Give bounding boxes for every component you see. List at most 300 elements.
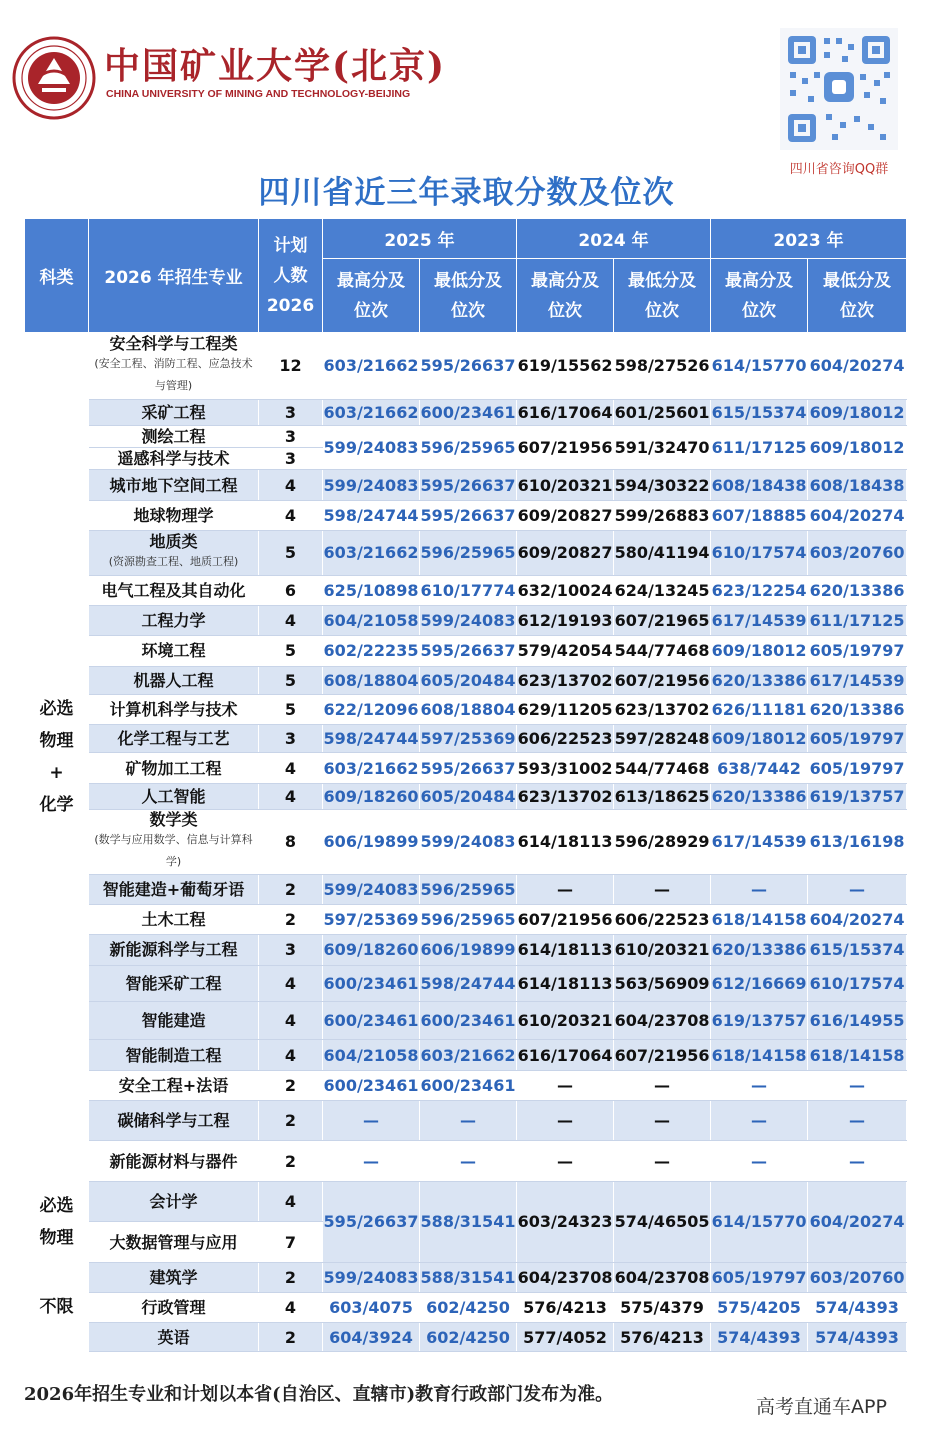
table-row [25,1181,907,1221]
score-rank-cell: 629/11205 [517,694,614,724]
major-name: 智能采矿工程 [125,973,222,993]
table-row [25,426,907,448]
major-name: 新能源材料与器件 [109,1151,238,1171]
score-rank-cell: — [614,1070,711,1100]
score-rank-cell: 609/20827 [517,500,614,530]
score-rank-cell: 599/24083 [323,426,420,470]
major-cell [89,905,259,935]
footnote: 2026年招生专业和计划以本省(自治区、直辖市)教育行政部门发布为准。 [24,1384,614,1405]
table-row [25,1141,907,1181]
score-rank-cell: 604/3924 [323,1323,420,1352]
major-name: 安全科学与工程类 [109,334,238,354]
score-rank-cell: 608/18438 [808,470,907,500]
score-rank-cell: 608/18804 [323,666,420,694]
score-rank-cell: 619/13757 [808,783,907,809]
major-cell [89,1181,259,1221]
score-rank-cell: 603/21662 [323,399,420,425]
score-rank-cell: 609/18012 [808,426,907,470]
score-rank-cell: — [323,1141,420,1181]
score-rank-cell: 609/18260 [323,935,420,965]
score-rank-cell: 617/14539 [711,810,808,875]
score-rank-cell: 599/24083 [323,470,420,500]
table-row [25,1040,907,1070]
score-rank-cell: 596/25965 [420,874,517,904]
major-cell [89,575,259,605]
major-name: 大数据管理与应用 [109,1232,238,1252]
score-rank-cell: 623/13702 [614,694,711,724]
major-cell [89,694,259,724]
table-row [25,810,907,875]
score-rank-cell: 600/23461 [420,1070,517,1100]
plan-count-cell: 3 [259,725,323,753]
score-rank-cell: 609/18012 [711,636,808,666]
qr-caption: 四川省咨询QQ群 [789,162,889,177]
score-rank-cell: — [808,1141,907,1181]
header-max-score-rank: 最高分及 位次 [323,259,420,333]
header-min-score-rank: 最低分及 位次 [614,259,711,333]
watermark: 高考直通车APP [756,1396,887,1418]
score-rank-cell: 600/23461 [323,1070,420,1100]
score-rank-cell: 622/12096 [323,694,420,724]
plan-count-cell: 4 [259,1293,323,1323]
score-rank-cell: 615/15374 [711,399,808,425]
major-name: 安全工程+法语 [118,1075,229,1095]
score-rank-cell: 595/26637 [420,636,517,666]
score-rank-cell: 616/17064 [517,399,614,425]
score-rank-cell: — [323,1101,420,1141]
score-rank-cell: 580/41194 [614,531,711,575]
plan-count-cell: 2 [259,1101,323,1141]
score-rank-cell: — [808,1101,907,1141]
plan-count-cell: 3 [259,448,323,470]
score-rank-cell: 603/21662 [323,531,420,575]
major-name: 采矿工程 [141,402,206,422]
score-rank-cell: 576/4213 [517,1293,614,1323]
score-rank-cell: 604/20274 [808,905,907,935]
table-row [25,1002,907,1040]
plan-count-cell: 4 [259,1040,323,1070]
table-row [25,874,907,904]
score-rank-cell: 614/15770 [711,333,808,400]
subject-group-cell: 必选 物理 + 化学 [25,333,89,1182]
major-cell [89,500,259,530]
score-rank-cell: — [711,1101,808,1141]
major-name: 土木工程 [141,910,206,930]
score-rank-cell: — [614,1141,711,1181]
major-cell [89,448,259,470]
plan-count-cell: 4 [259,1002,323,1040]
score-rank-cell: 598/27526 [614,333,711,400]
major-name: 人工智能 [141,786,206,806]
score-rank-cell: 620/13386 [808,575,907,605]
score-rank-cell: 596/28929 [614,810,711,875]
score-rank-cell: — [711,1070,808,1100]
score-rank-cell: 598/24744 [323,500,420,530]
header-major: 2026 年招生专业 [89,219,259,333]
score-rank-cell: — [614,874,711,904]
score-rank-cell: 577/4052 [517,1323,614,1352]
score-rank-cell: 620/13386 [808,694,907,724]
score-rank-cell: 598/24744 [420,965,517,1001]
plan-count-cell: 8 [259,810,323,875]
major-name: 环境工程 [141,641,206,661]
score-rank-cell: 617/14539 [808,666,907,694]
score-rank-cell: 603/20760 [808,531,907,575]
header-max-score-rank: 最高分及 位次 [517,259,614,333]
score-rank-cell: 624/13245 [614,575,711,605]
score-rank-cell: 576/4213 [614,1323,711,1352]
score-rank-cell: 609/18260 [323,783,420,809]
major-name: 机器人工程 [133,670,214,690]
score-rank-cell: 597/25369 [323,905,420,935]
score-rank-cell: — [517,1141,614,1181]
score-rank-cell: 610/17574 [808,965,907,1001]
score-rank-cell: 626/11181 [711,694,808,724]
score-rank-cell: 604/23708 [614,1002,711,1040]
score-rank-cell: 604/20274 [808,500,907,530]
score-rank-cell: 623/12254 [711,575,808,605]
table-row [25,753,907,783]
score-rank-cell: 613/16198 [808,810,907,875]
plan-count-cell: 5 [259,666,323,694]
major-cell [89,935,259,965]
major-cell [89,1293,259,1323]
score-rank-cell: 574/4393 [808,1293,907,1323]
major-name: 测绘工程 [141,427,206,447]
score-rank-cell: 575/4205 [711,1293,808,1323]
score-rank-cell: 544/77468 [614,753,711,783]
score-rank-cell: 606/22523 [517,725,614,753]
score-rank-cell: 595/26637 [323,1181,420,1262]
score-rank-cell: 607/21956 [614,666,711,694]
header-year-2024: 2024 年 [517,219,711,259]
score-rank-cell: — [420,1141,517,1181]
score-rank-cell: 601/25601 [614,399,711,425]
header-plan: 计划 人数 2026 [259,219,323,333]
major-name: 地球物理学 [133,505,214,525]
score-rank-cell: 620/13386 [711,783,808,809]
major-cell [89,605,259,635]
score-rank-cell: 605/20484 [420,666,517,694]
table-row [25,783,907,809]
score-rank-cell: 623/13702 [517,666,614,694]
major-name: 数学类 [149,810,198,830]
score-rank-cell: 599/24083 [420,605,517,635]
score-rank-cell: 605/19797 [808,753,907,783]
major-cell [89,1323,259,1352]
major-name: 建筑学 [149,1267,198,1287]
score-rank-cell: 600/23461 [323,965,420,1001]
score-rank-cell: 608/18804 [420,694,517,724]
major-cell [89,1222,259,1262]
plan-count-cell: 4 [259,1181,323,1221]
score-rank-cell: 607/21956 [614,1040,711,1070]
major-cell [89,1141,259,1181]
score-rank-cell: 606/22523 [614,905,711,935]
table-row [25,1070,907,1100]
score-rank-cell: 611/17125 [808,605,907,635]
score-rank-cell: 604/20274 [808,1181,907,1262]
major-cell [89,531,259,575]
score-rank-cell: 603/21662 [420,1040,517,1070]
score-rank-cell: 616/14955 [808,1002,907,1040]
header-min-score-rank: 最低分及 位次 [420,259,517,333]
score-rank-cell: 607/21965 [614,605,711,635]
major-name: 遥感科学与技术 [117,449,230,469]
plan-count-cell: 2 [259,1070,323,1100]
plan-count-cell: 4 [259,753,323,783]
table-row [25,333,907,400]
score-rank-cell: 616/17064 [517,1040,614,1070]
score-rank-cell: 591/32470 [614,426,711,470]
major-name: 智能制造工程 [125,1045,222,1065]
score-rank-cell: 615/15374 [808,935,907,965]
major-cell [89,810,259,875]
plan-count-cell: 5 [259,531,323,575]
score-rank-cell: 606/19899 [323,810,420,875]
score-rank-cell: 602/4250 [420,1293,517,1323]
score-rank-cell: 594/30322 [614,470,711,500]
page-title: 四川省近三年录取分数及位次 [258,175,675,211]
score-rank-cell: 603/20760 [808,1262,907,1292]
score-rank-cell: 600/23461 [323,1002,420,1040]
score-rank-cell: — [420,1101,517,1141]
score-rank-cell: 623/13702 [517,783,614,809]
major-name: 地质类 [149,532,198,552]
university-name-en: CHINA UNIVERSITY OF MINING AND TECHNOLOGY-BEIJING [106,88,411,100]
score-rank-cell: 608/18438 [711,470,808,500]
score-rank-cell: 603/4075 [323,1293,420,1323]
score-rank-cell: 618/14158 [711,905,808,935]
plan-count-cell: 3 [259,399,323,425]
score-rank-cell: 599/26883 [614,500,711,530]
score-rank-cell: 603/24323 [517,1181,614,1262]
major-cell [89,1040,259,1070]
score-rank-cell: — [808,874,907,904]
score-rank-cell: 606/19899 [420,935,517,965]
score-rank-cell: 605/19797 [808,636,907,666]
score-rank-cell: — [614,1101,711,1141]
subject-group-cell: 必选 物理 [25,1181,89,1262]
table-row [25,399,907,425]
table-row [25,905,907,935]
score-rank-cell: 596/25965 [420,905,517,935]
plan-count-cell: 6 [259,575,323,605]
score-rank-cell: 619/15562 [517,333,614,400]
major-name: 矿物加工工程 [125,758,222,778]
score-rank-cell: 617/14539 [711,605,808,635]
score-rank-cell: 596/25965 [420,426,517,470]
subject-group-cell: 不限 [25,1262,89,1351]
major-name: 智能建造+葡萄牙语 [102,879,245,899]
score-rank-cell: 625/10898 [323,575,420,605]
score-rank-cell: 599/24083 [323,874,420,904]
table-row [25,470,907,500]
score-rank-cell: — [711,1141,808,1181]
header-year-2023: 2023 年 [711,219,907,259]
score-rank-cell: 613/18625 [614,783,711,809]
table-row [25,725,907,753]
table-row [25,605,907,635]
score-rank-cell: 598/24744 [323,725,420,753]
score-rank-cell: 597/25369 [420,725,517,753]
plan-count-cell: 5 [259,694,323,724]
major-name: 化学工程与工艺 [117,729,230,749]
major-cell [89,1070,259,1100]
major-name: 电气工程及其自动化 [101,580,246,600]
plan-count-cell: 3 [259,426,323,448]
plan-count-cell: 4 [259,965,323,1001]
score-rank-cell: 618/14158 [711,1040,808,1070]
major-name: 计算机科学与技术 [109,699,238,719]
plan-count-cell: 2 [259,1323,323,1352]
plan-count-cell: 12 [259,333,323,400]
score-rank-cell: 595/26637 [420,753,517,783]
major-name: 工程力学 [141,611,206,631]
table-row [25,1262,907,1292]
score-rank-cell: 599/24083 [420,810,517,875]
score-rank-cell: — [517,1101,614,1141]
score-rank-cell: 614/15770 [711,1181,808,1262]
score-rank-cell: — [808,1070,907,1100]
score-rank-cell: 610/17774 [420,575,517,605]
table-row [25,1323,907,1352]
major-name: 碳储科学与工程 [117,1111,230,1131]
table-row [25,636,907,666]
plan-count-cell: 2 [259,1141,323,1181]
score-rank-cell: 610/20321 [614,935,711,965]
major-name: 城市地下空间工程 [109,475,238,495]
score-rank-cell: 609/18012 [711,725,808,753]
score-rank-cell: 607/18885 [711,500,808,530]
header-year-2025: 2025 年 [323,219,517,259]
score-rank-cell: 605/20484 [420,783,517,809]
major-cell [89,1262,259,1292]
score-rank-cell: 619/13757 [711,1002,808,1040]
score-rank-cell: 620/13386 [711,666,808,694]
table-row [25,531,907,575]
major-note: (数学与应用数学、信息与计算科学) [94,833,253,869]
score-rank-cell: 614/18113 [517,935,614,965]
plan-count-cell: 4 [259,783,323,809]
plan-count-cell: 4 [259,470,323,500]
score-rank-cell: 595/26637 [420,500,517,530]
major-name: 英语 [157,1327,190,1347]
major-cell [89,965,259,1001]
score-rank-cell: 605/19797 [711,1262,808,1292]
score-rank-cell: 574/46505 [614,1181,711,1262]
plan-count-cell: 3 [259,935,323,965]
major-cell [89,783,259,809]
major-cell [89,1002,259,1040]
major-name: 新能源科学与工程 [109,940,238,960]
score-rank-cell: 596/25965 [420,531,517,575]
table-row [25,1293,907,1323]
score-rank-cell: 604/20274 [808,333,907,400]
plan-count-cell: 4 [259,605,323,635]
table-row [25,1101,907,1141]
plan-count-cell: 2 [259,874,323,904]
score-rank-cell: 610/20321 [517,1002,614,1040]
major-cell [89,426,259,448]
table-row [25,935,907,965]
plan-count-cell: 2 [259,1262,323,1292]
score-rank-cell: 602/22235 [323,636,420,666]
admission-score-table [24,218,907,1352]
score-rank-cell: 604/21058 [323,1040,420,1070]
score-rank-cell: 607/21956 [517,905,614,935]
score-rank-cell: — [711,874,808,904]
table-row [25,666,907,694]
score-rank-cell: 604/21058 [323,605,420,635]
table-row [25,500,907,530]
major-name: 行政管理 [141,1298,206,1318]
qr-code-icon [780,28,898,150]
score-rank-cell: 544/77468 [614,636,711,666]
score-rank-cell: 574/4393 [808,1323,907,1352]
major-cell [89,666,259,694]
university-seal-icon [12,36,96,120]
plan-count-cell: 5 [259,636,323,666]
score-rank-cell: 638/7442 [711,753,808,783]
score-rank-cell: 600/23461 [420,1002,517,1040]
score-rank-cell: 614/18113 [517,810,614,875]
score-rank-cell: 609/20827 [517,531,614,575]
score-rank-cell: 595/26637 [420,333,517,400]
score-rank-cell: 575/4379 [614,1293,711,1323]
major-cell [89,636,259,666]
score-rank-cell: 609/18012 [808,399,907,425]
score-rank-cell: 563/56909 [614,965,711,1001]
score-rank-cell: 588/31541 [420,1262,517,1292]
score-rank-cell: 603/21662 [323,333,420,400]
score-rank-cell: 579/42054 [517,636,614,666]
score-rank-cell: 610/20321 [517,470,614,500]
plan-count-cell: 7 [259,1222,323,1262]
major-cell [89,470,259,500]
major-note: (资源勘查工程、地质工程) [108,555,239,569]
major-cell [89,399,259,425]
score-rank-cell: 597/28248 [614,725,711,753]
score-rank-cell: 607/21956 [517,426,614,470]
table-row [25,965,907,1001]
score-rank-cell: 603/21662 [323,753,420,783]
score-rank-cell: 593/31002 [517,753,614,783]
plan-count-cell: 4 [259,500,323,530]
header-subject: 科类 [25,219,89,333]
score-rank-cell: 574/4393 [711,1323,808,1352]
table-row [25,694,907,724]
score-rank-cell: 595/26637 [420,470,517,500]
major-name: 会计学 [149,1192,198,1212]
major-cell [89,1101,259,1141]
score-rank-cell: 602/4250 [420,1323,517,1352]
plan-count-cell: 2 [259,905,323,935]
score-rank-cell: 610/17574 [711,531,808,575]
score-rank-cell: 612/16669 [711,965,808,1001]
score-rank-cell: 620/13386 [711,935,808,965]
major-note: (安全工程、消防工程、应急技术与管理) [94,357,253,393]
score-rank-cell: — [517,874,614,904]
table-row [25,575,907,605]
header-max-score-rank: 最高分及 位次 [711,259,808,333]
major-cell [89,725,259,753]
score-rank-cell: 611/17125 [711,426,808,470]
major-name: 智能建造 [141,1011,206,1031]
score-rank-cell: 612/19193 [517,605,614,635]
score-rank-cell: 632/10024 [517,575,614,605]
score-rank-cell: — [517,1070,614,1100]
